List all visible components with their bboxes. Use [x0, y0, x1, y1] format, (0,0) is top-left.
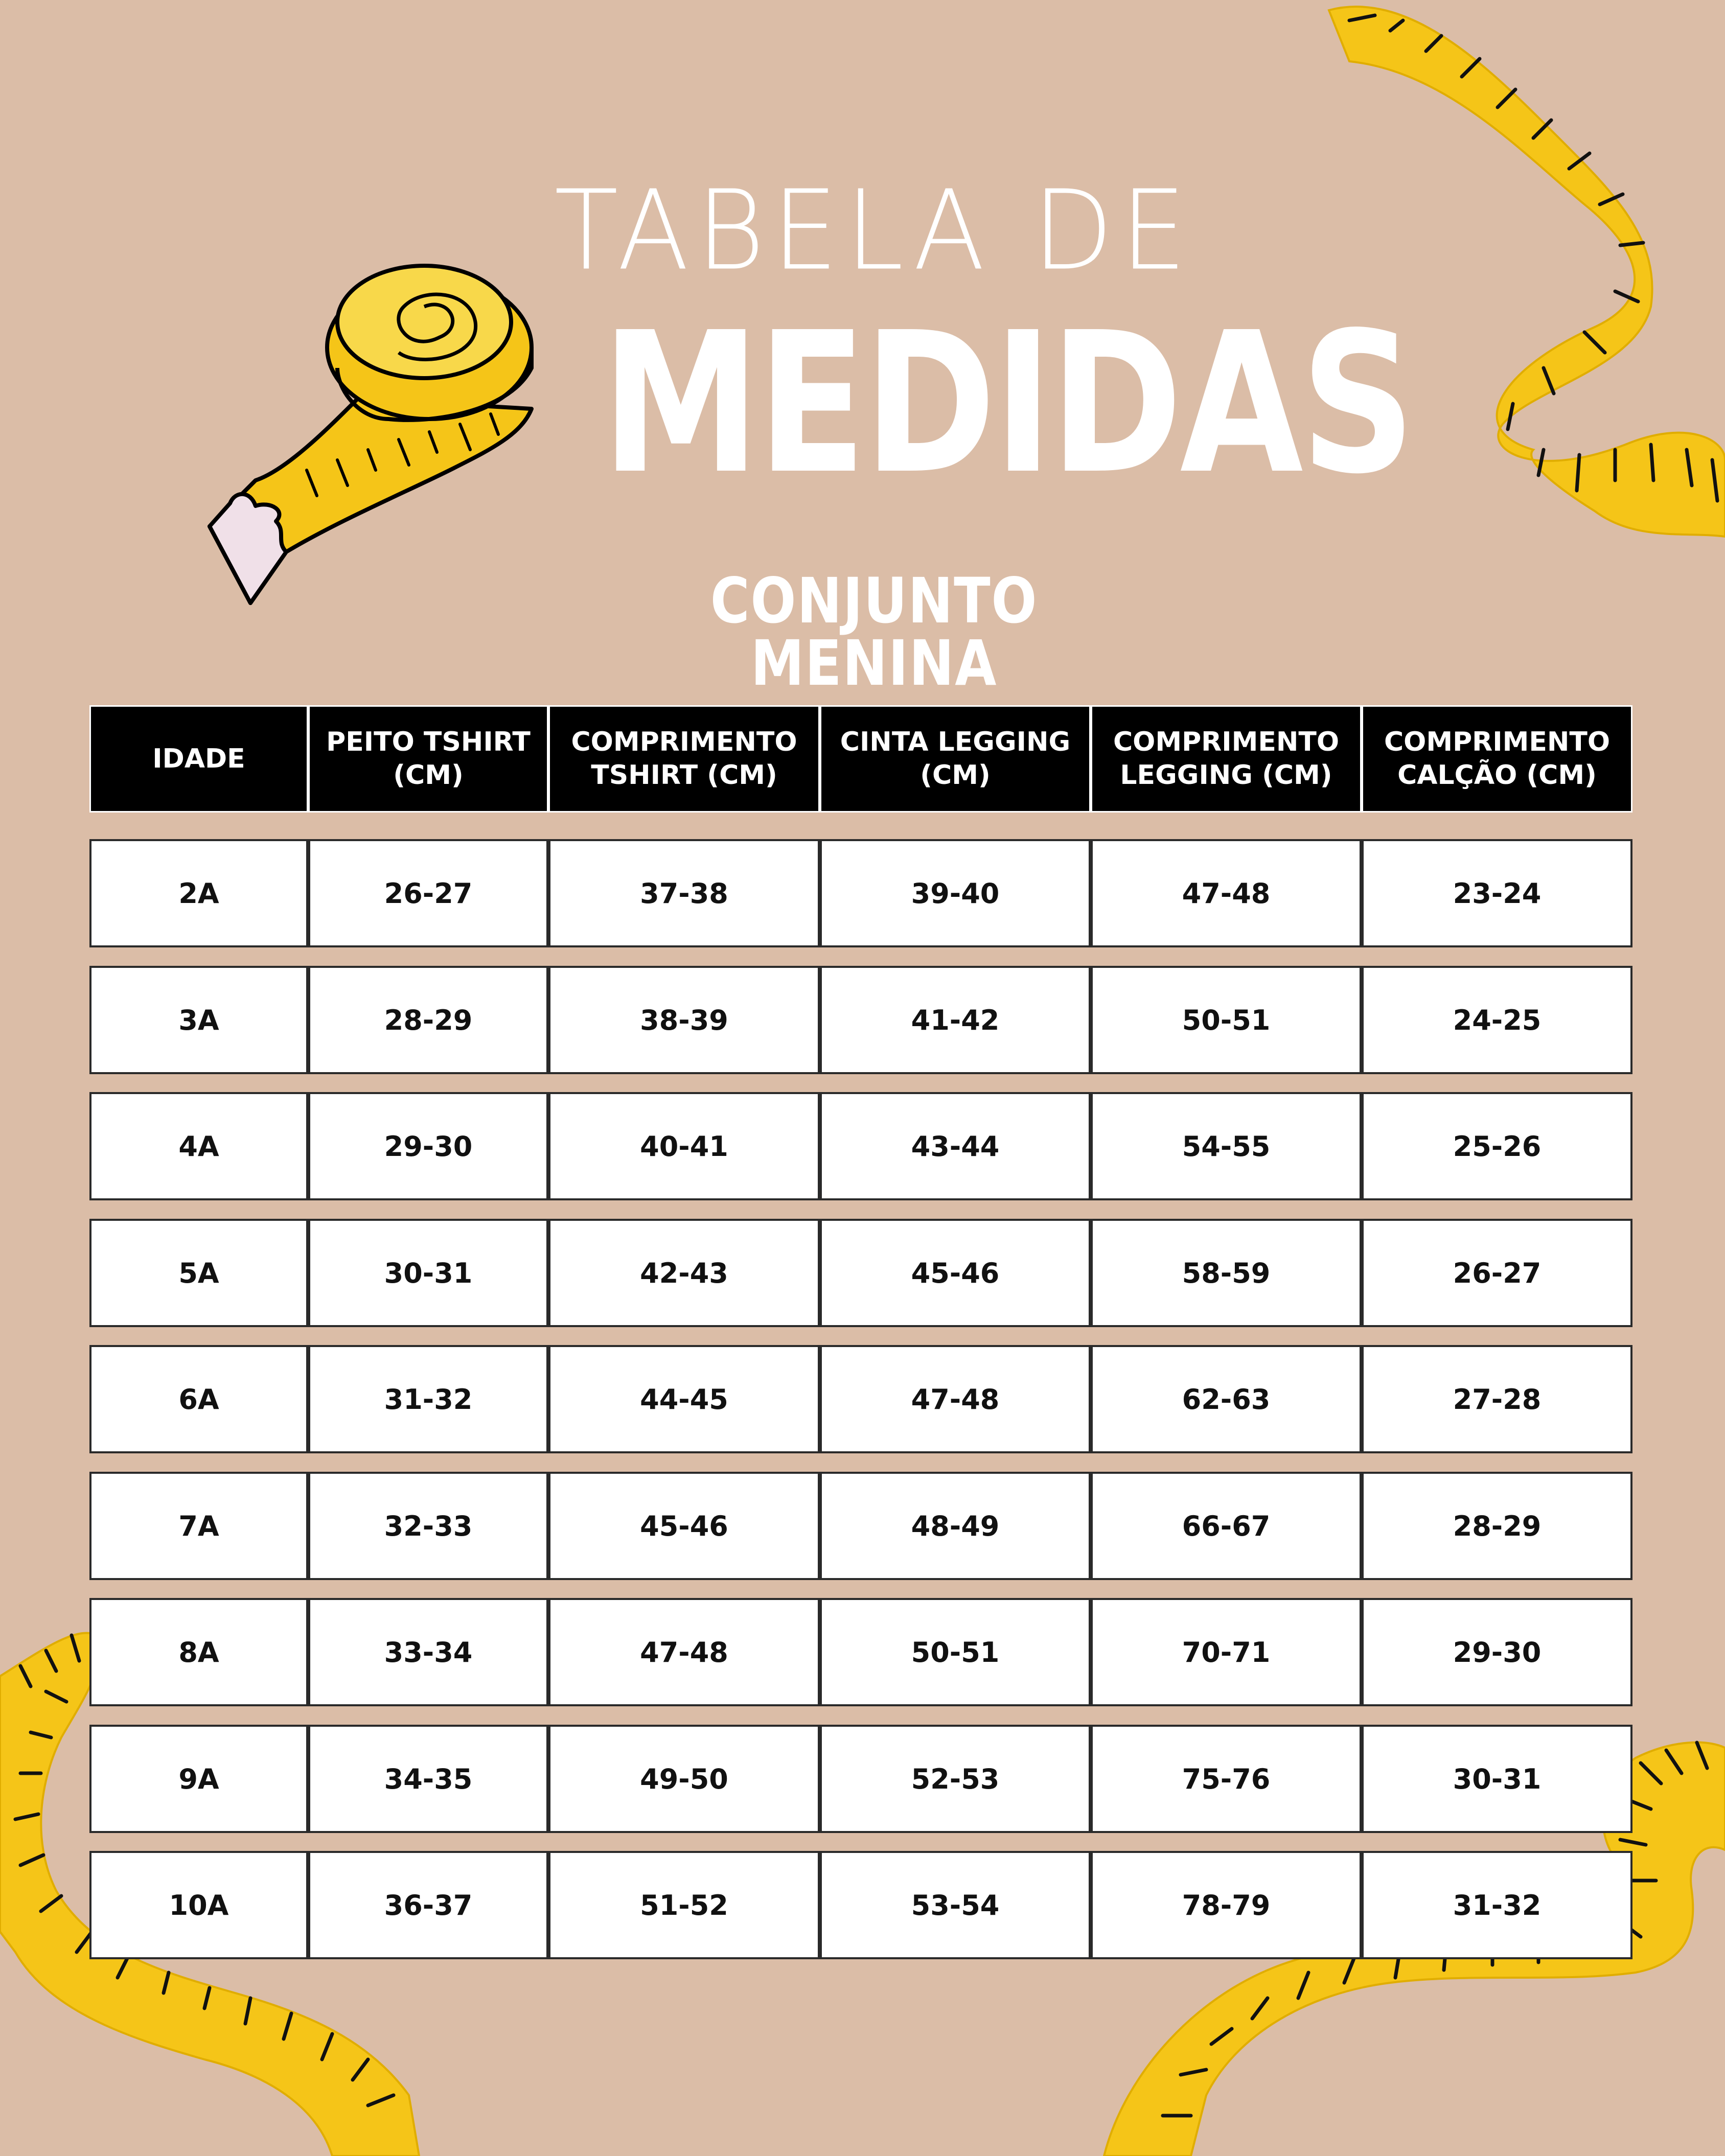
cell-cinta-legging: 48-49 [820, 1472, 1091, 1580]
cell-comprimento-calcao: 26-27 [1362, 1219, 1632, 1327]
cell-idade: 7A [89, 1472, 308, 1580]
cell-comprimento-legging: 58-59 [1091, 1219, 1362, 1327]
cell-comprimento-calcao: 25-26 [1362, 1092, 1632, 1200]
cell-peito-tshirt: 31-32 [308, 1345, 548, 1453]
cell-comprimento-legging: 70-71 [1091, 1598, 1362, 1706]
cell-comprimento-legging: 62-63 [1091, 1345, 1362, 1453]
cell-cinta-legging: 45-46 [820, 1219, 1091, 1327]
cell-peito-tshirt: 36-37 [308, 1851, 548, 1959]
cell-cinta-legging: 53-54 [820, 1851, 1091, 1959]
cell-comprimento-calcao: 29-30 [1362, 1598, 1632, 1706]
cell-comprimento-legging: 47-48 [1091, 839, 1362, 947]
cell-idade: 8A [89, 1598, 308, 1706]
cell-idade: 5A [89, 1219, 308, 1327]
cell-peito-tshirt: 34-35 [308, 1725, 548, 1833]
cell-comprimento-calcao: 27-28 [1362, 1345, 1632, 1453]
cell-cinta-legging: 39-40 [820, 839, 1091, 947]
cell-comprimento-tshirt: 51-52 [548, 1851, 820, 1959]
cell-comprimento-legging: 66-67 [1091, 1472, 1362, 1580]
cell-peito-tshirt: 28-29 [308, 966, 548, 1074]
cell-comprimento-calcao: 31-32 [1362, 1851, 1632, 1959]
header-comprimento-legging: COMPRIMENTO LEGGING (CM) [1091, 705, 1362, 813]
cell-cinta-legging: 50-51 [820, 1598, 1091, 1706]
cell-cinta-legging: 41-42 [820, 966, 1091, 1074]
title-line-1: TABELA DE [554, 167, 1194, 295]
cell-idade: 10A [89, 1851, 308, 1959]
cell-idade: 6A [89, 1345, 308, 1453]
tape-roll-icon [210, 266, 532, 603]
cell-comprimento-legging: 54-55 [1091, 1092, 1362, 1200]
cell-comprimento-legging: 50-51 [1091, 966, 1362, 1074]
cell-comprimento-tshirt: 42-43 [548, 1219, 820, 1327]
cell-comprimento-tshirt: 40-41 [548, 1092, 820, 1200]
cell-comprimento-legging: 75-76 [1091, 1725, 1362, 1833]
cell-comprimento-tshirt: 37-38 [548, 839, 820, 947]
cell-comprimento-calcao: 23-24 [1362, 839, 1632, 947]
cell-cinta-legging: 47-48 [820, 1345, 1091, 1453]
cell-comprimento-calcao: 30-31 [1362, 1725, 1632, 1833]
cell-comprimento-calcao: 24-25 [1362, 966, 1632, 1074]
cell-peito-tshirt: 29-30 [308, 1092, 548, 1200]
subtitle: CONJUNTO MENINA [710, 565, 1038, 700]
cell-comprimento-legging: 78-79 [1091, 1851, 1362, 1959]
cell-comprimento-calcao: 28-29 [1362, 1472, 1632, 1580]
cell-peito-tshirt: 30-31 [308, 1219, 548, 1327]
cell-peito-tshirt: 33-34 [308, 1598, 548, 1706]
cell-idade: 4A [89, 1092, 308, 1200]
header-comprimento-calcao: COMPRIMENTO CALÇÃO (CM) [1362, 705, 1632, 813]
cell-cinta-legging: 52-53 [820, 1725, 1091, 1833]
cell-idade: 3A [89, 966, 308, 1074]
header-peito-tshirt: PEITO TSHIRT (CM) [308, 705, 548, 813]
cell-comprimento-tshirt: 47-48 [548, 1598, 820, 1706]
header-cinta-legging: CINTA LEGGING (CM) [820, 705, 1091, 813]
title-line-2: MEDIDAS [602, 290, 1413, 517]
cell-comprimento-tshirt: 38-39 [548, 966, 820, 1074]
header-idade: IDADE [89, 705, 308, 813]
cell-comprimento-tshirt: 44-45 [548, 1345, 820, 1453]
cell-peito-tshirt: 26-27 [308, 839, 548, 947]
header-comprimento-tshirt: COMPRIMENTO TSHIRT (CM) [548, 705, 820, 813]
cell-peito-tshirt: 32-33 [308, 1472, 548, 1580]
cell-comprimento-tshirt: 45-46 [548, 1472, 820, 1580]
cell-idade: 2A [89, 839, 308, 947]
cell-idade: 9A [89, 1725, 308, 1833]
cell-cinta-legging: 43-44 [820, 1092, 1091, 1200]
cell-comprimento-tshirt: 49-50 [548, 1725, 820, 1833]
